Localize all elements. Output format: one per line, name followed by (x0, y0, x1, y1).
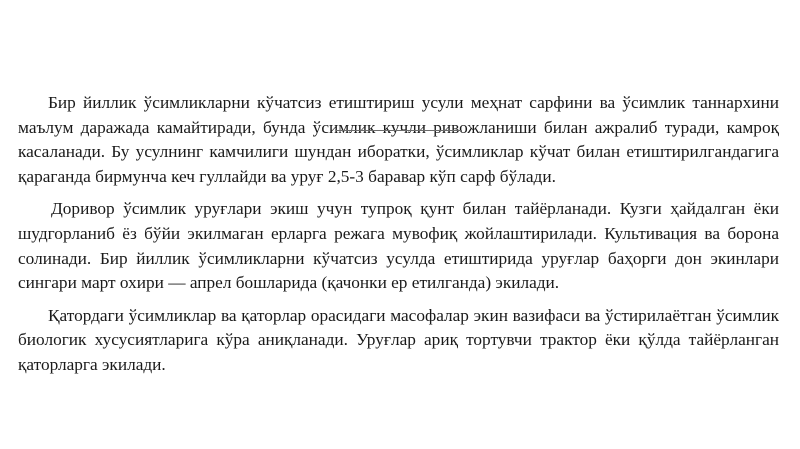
paragraph-1: Бир йиллик ўсимликларни кўчатсиз етиштириш усули меҳнат сарфини ва ўсимлик таннархини маълум даражада камайтиради, бунда ўсимлик кучли ривожланиши билан ажралиб туради, камроқ касаланади. Бу усулнинг камчилиги шундан иборатки, ўсимликлар кўчат билан етиштирилгандагига қараганда бирмунча кеч гуллайди ва уруғ 2,5-3 баравар кўп сарф бўлади. (18, 93, 779, 186)
paragraph-3: Қатордаги ўсимликлар ва қаторлар орасидаги масофалар экин вазифаси ва ўстирилаётган ўсимлик биологик хусусиятларига кўра аниқланади. Уруғлар ариқ тортувчи трактор ёки қўлда тайёрланган қаторларга экилади. (18, 305, 779, 374)
paragraph-2: Доривор ўсимлик уруғлари экиш учун тупроқ қунт билан тайёрланади. Кузги ҳайдалган ёки шудгорланиб ёз бўйи экилмаган ерларга режага мувофиқ жойлаштирилади. Культивация ва борона солинади. Бир йиллик ўсимликларни кўчатсиз усулда етиштирида уруғлар баҳорги дон экинлари сингари март охири — апрел бошларида (қачонки ер етилганда) экилади. (18, 199, 779, 293)
document-body (18, 91, 779, 378)
